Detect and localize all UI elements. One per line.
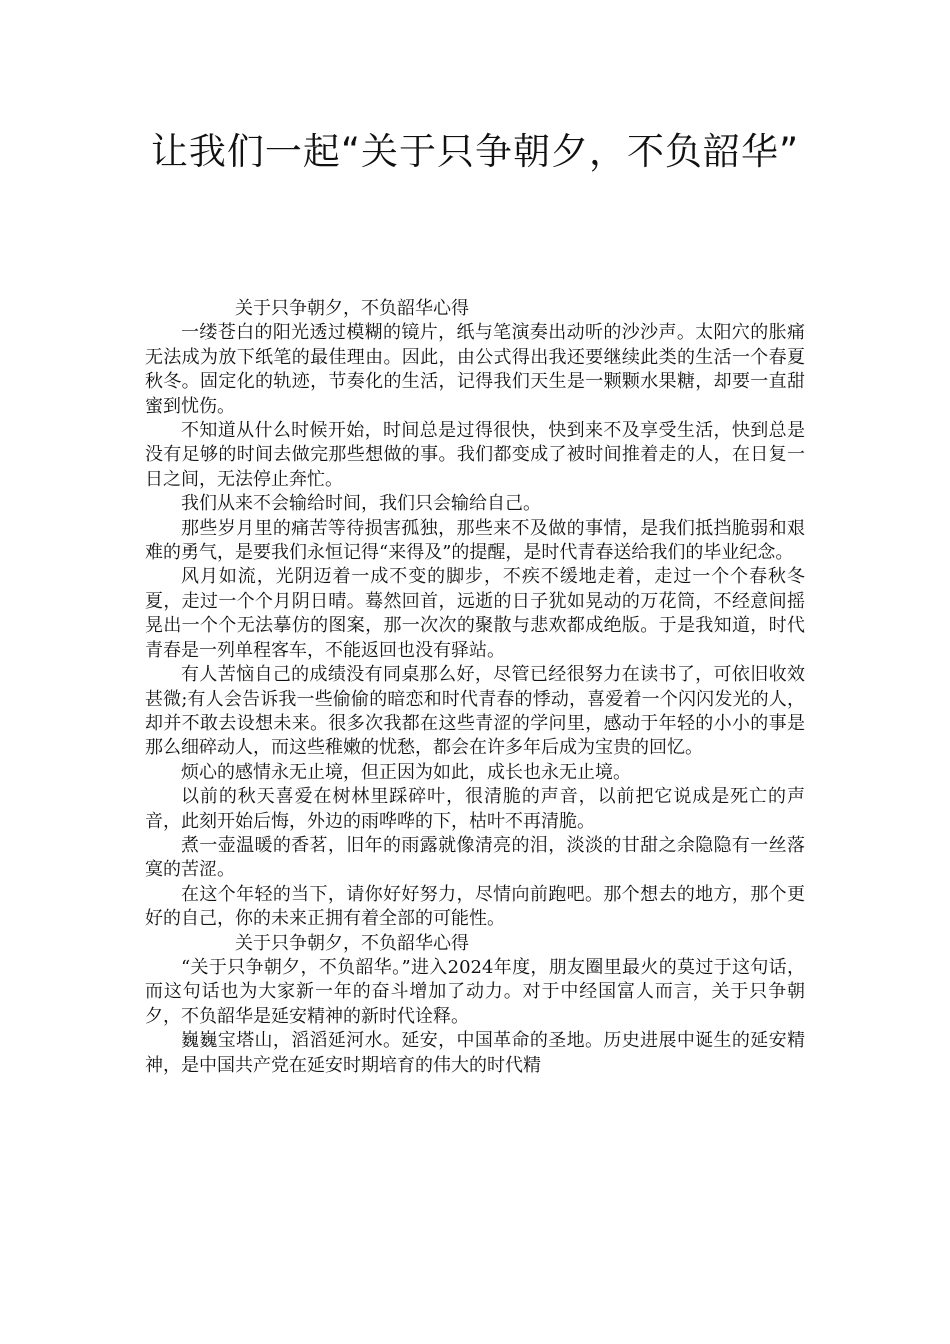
body-paragraph: 烦心的感情永无止境，但正因为如此，成长也永无止境。 [181,761,631,783]
body-paragraph: 巍巍宝塔山，滔滔延河水。延安，中国革命的圣地。历史进展中诞生的延安精神，是中国共产党在延安时期培育的伟大的时代精 [145,1030,805,1076]
page-title: 让我们一起“关于只争朝夕，不负韶华” [150,130,800,173]
section-subheading: 关于只争朝夕，不负韶华心得 [235,932,469,954]
body-paragraph: 有人苦恼自己的成绩没有同桌那么好，尽管已经很努力在读书了，可依旧收效甚微;有人会告诉我一些偷偷的暗恋和时代青春的悸动，喜爱着一个闪闪发光的人，却并不敢去设想未来。很多次我都在这些青涩的学问里，感动于年轻的小小的事是那么细碎动人，而这些稚嫩的忧愁，都会在许多年后成为宝贵的回忆。 [145,664,805,759]
body-paragraph: 我们从来不会输给时间，我们只会输给自己。 [181,493,541,515]
body-paragraph: 在这个年轻的当下，请你好好努力，尽情向前跑吧。那个想去的地方，那个更好的自己，你的未来正拥有着全部的可能性。 [145,883,805,930]
body-paragraph: 一缕苍白的阳光透过模糊的镜片，纸与笔演奏出动听的沙沙声。太阳穴的胀痛无法成为放下纸笔的最佳理由。因此，由公式得出我还要继续此类的生活一个春夏秋冬。固定化的轨迹，节奏化的生活，记得我们天生是一颗颗水果糖，却要一直甜蜜到忧伤。 [145,322,805,417]
body-paragraph: 以前的秋天喜爱在树林里踩碎叶，很清脆的声音，以前把它说成是死亡的声音，此刻开始后悔，外边的雨哗哗的下，枯叶不再清脆。 [145,786,805,832]
body-paragraph: 不知道从什么时候开始，时间总是过得很快，快到来不及享受生活，快到总是没有足够的时间去做完那些想做的事。我们都变成了被时间推着走的人，在日复一日之间，无法停止奔忙。 [145,420,805,490]
body-paragraph: 那些岁月里的痛苦等待损害孤独，那些来不及做的事情，是我们抵挡脆弱和艰难的勇气，是要我们永恒记得“来得及”的提醒，是时代青春送给我们的毕业纪念。 [145,517,805,564]
section-subheading: 关于只争朝夕，不负韶华心得 [235,298,469,319]
body-paragraph: “关于只争朝夕，不负韶华。”进入2024年度，朋友圈里最火的莫过于这句话，而这句话也为大家新一年的奋斗增加了动力。对于中经国富人而言，关于只争朝夕，不负韶华是延安精神的新时代诠释。 [145,956,805,1027]
document-body [145,297,805,1078]
body-paragraph: 煮一壶温暖的香茗，旧年的雨露就像清亮的泪，淡淡的甘甜之余隐隐有一丝落寞的苦涩。 [145,834,805,881]
body-paragraph: 风月如流，光阴迈着一成不变的脚步，不疾不缓地走着，走过一个个春秋冬夏，走过一个个月阴日晴。蓦然回首，远逝的日子犹如晃动的万花筒，不经意间摇晃出一个个无法摹仿的图案，那一次次的聚散与悲欢都成绝版。于是我知道，时代青春是一列单程客车，不能返回也没有驿站。 [145,566,805,661]
